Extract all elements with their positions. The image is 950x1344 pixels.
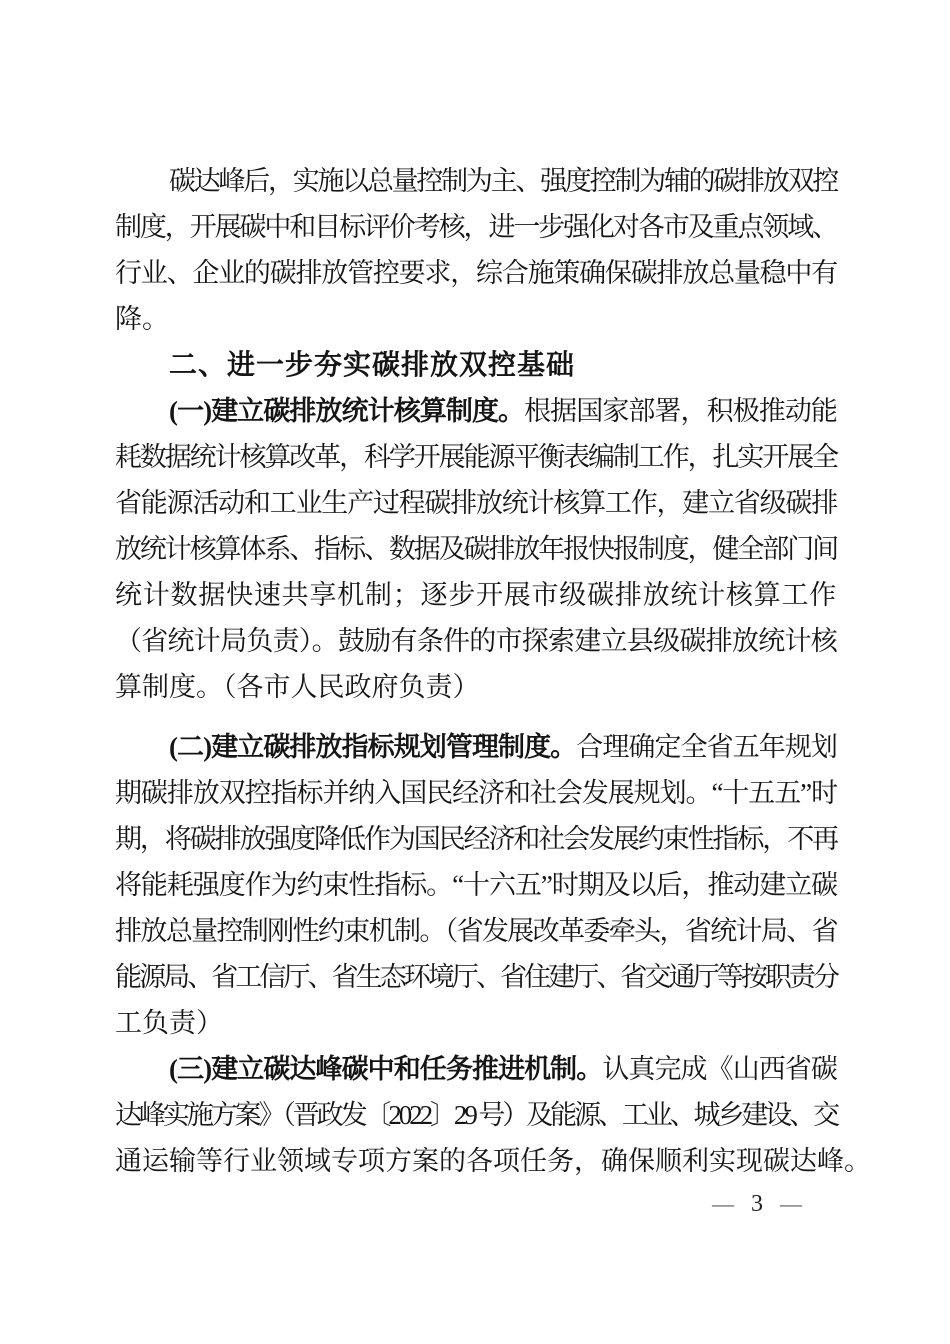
document-line [115, 296, 837, 342]
body-text: 降。 [115, 304, 169, 334]
intro-paragraph [115, 158, 837, 342]
body-text: 省能源活动和工业生产过程碳排放统计核算工作，建立省级碳排 [115, 488, 837, 518]
body-text: （省统计局负责）。鼓励有条件的市探索建立县级碳排放统计核 [115, 626, 837, 656]
body-text: 统计数据快速共享机制；逐步开展市级碳排放统计核算工作 [115, 580, 837, 610]
document-line [115, 908, 837, 954]
document-line [115, 1000, 837, 1046]
document-line [115, 770, 837, 816]
document-line [115, 618, 837, 664]
document-line [115, 434, 837, 480]
page-number: 3 [751, 1191, 763, 1217]
page-footer [712, 1192, 802, 1216]
document-line [115, 526, 837, 572]
document-line [115, 816, 837, 862]
document-line [115, 204, 837, 250]
body-text: 排放总量控制刚性约束机制。（省发展改革委牵头，省统计局、省 [115, 916, 837, 946]
body-text: 认真完成《山西省碳 [602, 1054, 837, 1084]
document-line [115, 954, 837, 1000]
document-line [115, 724, 837, 770]
page-number-dash-left: — [712, 1191, 734, 1216]
body-text: 放统计核算体系、指标、数据及碳排放年报快报制度，健全部门间 [115, 534, 837, 564]
body-text: 工负责） [115, 1008, 223, 1038]
body-text: 耗数据统计核算改革，科学开展能源平衡表编制工作，扎实开展全 [115, 442, 837, 472]
body-text: 达峰实施方案》（晋政发〔2022〕29 号）及能源、工业、城乡建设、交 [115, 1100, 837, 1130]
section-heading-line [115, 342, 837, 388]
document-line [115, 862, 837, 908]
body-text: 根据国家部署，积极推动能 [524, 396, 838, 426]
body-text: 能源局、省工信厅、省生态环境厅、省住建厅、省交通厅等按职责分 [115, 962, 837, 992]
document-line [115, 388, 837, 434]
paragraph-item-1 [115, 388, 837, 710]
body-text: 将能耗强度作为约束性指标。“十六五”时期及以后，推动建立碳 [115, 870, 837, 900]
bold-lead-text: 二、进一步夯实碳排放双控基础 [169, 349, 576, 380]
document-line [115, 1046, 837, 1092]
document-line [115, 572, 837, 618]
body-text: 通运输等行业领域专项方案的各项任务，确保顺利实现碳达峰。 [115, 1146, 871, 1176]
body-text: 合理确定全省五年规划 [576, 732, 838, 762]
body-text: 期，将碳排放强度降低作为国民经济和社会发展约束性指标，不再 [115, 824, 837, 854]
body-text: 碳达峰后，实施以总量控制为主、强度控制为辅的碳排放双控 [169, 166, 837, 196]
paragraph-item-3 [115, 1046, 871, 1184]
document-line [115, 1092, 837, 1138]
bold-lead-text: (三)建立碳达峰碳中和任务推进机制。 [169, 1054, 603, 1084]
document-body [115, 158, 871, 1184]
page-number-dash-right: — [780, 1191, 802, 1216]
bold-lead-text: (二)建立碳排放指标规划管理制度。 [169, 732, 577, 762]
bold-lead-text: (一)建立碳排放统计核算制度。 [169, 396, 525, 426]
section-heading-2 [115, 342, 837, 388]
body-text: 制度，开展碳中和目标评价考核，进一步强化对各市及重点领域、 [115, 212, 837, 242]
body-text: 算制度。（各市人民政府负责） [115, 672, 480, 702]
document-line [115, 664, 837, 710]
body-text: 期碳排放双控指标并纳入国民经济和社会发展规划。“十五五”时 [115, 778, 837, 808]
document-line [115, 250, 837, 296]
body-text: 行业、企业的碳排放管控要求，综合施策确保碳排放总量稳中有 [115, 258, 837, 288]
document-line [115, 480, 837, 526]
paragraph-item-2 [115, 724, 837, 1046]
document-line [115, 158, 837, 204]
document-line [115, 1138, 871, 1184]
